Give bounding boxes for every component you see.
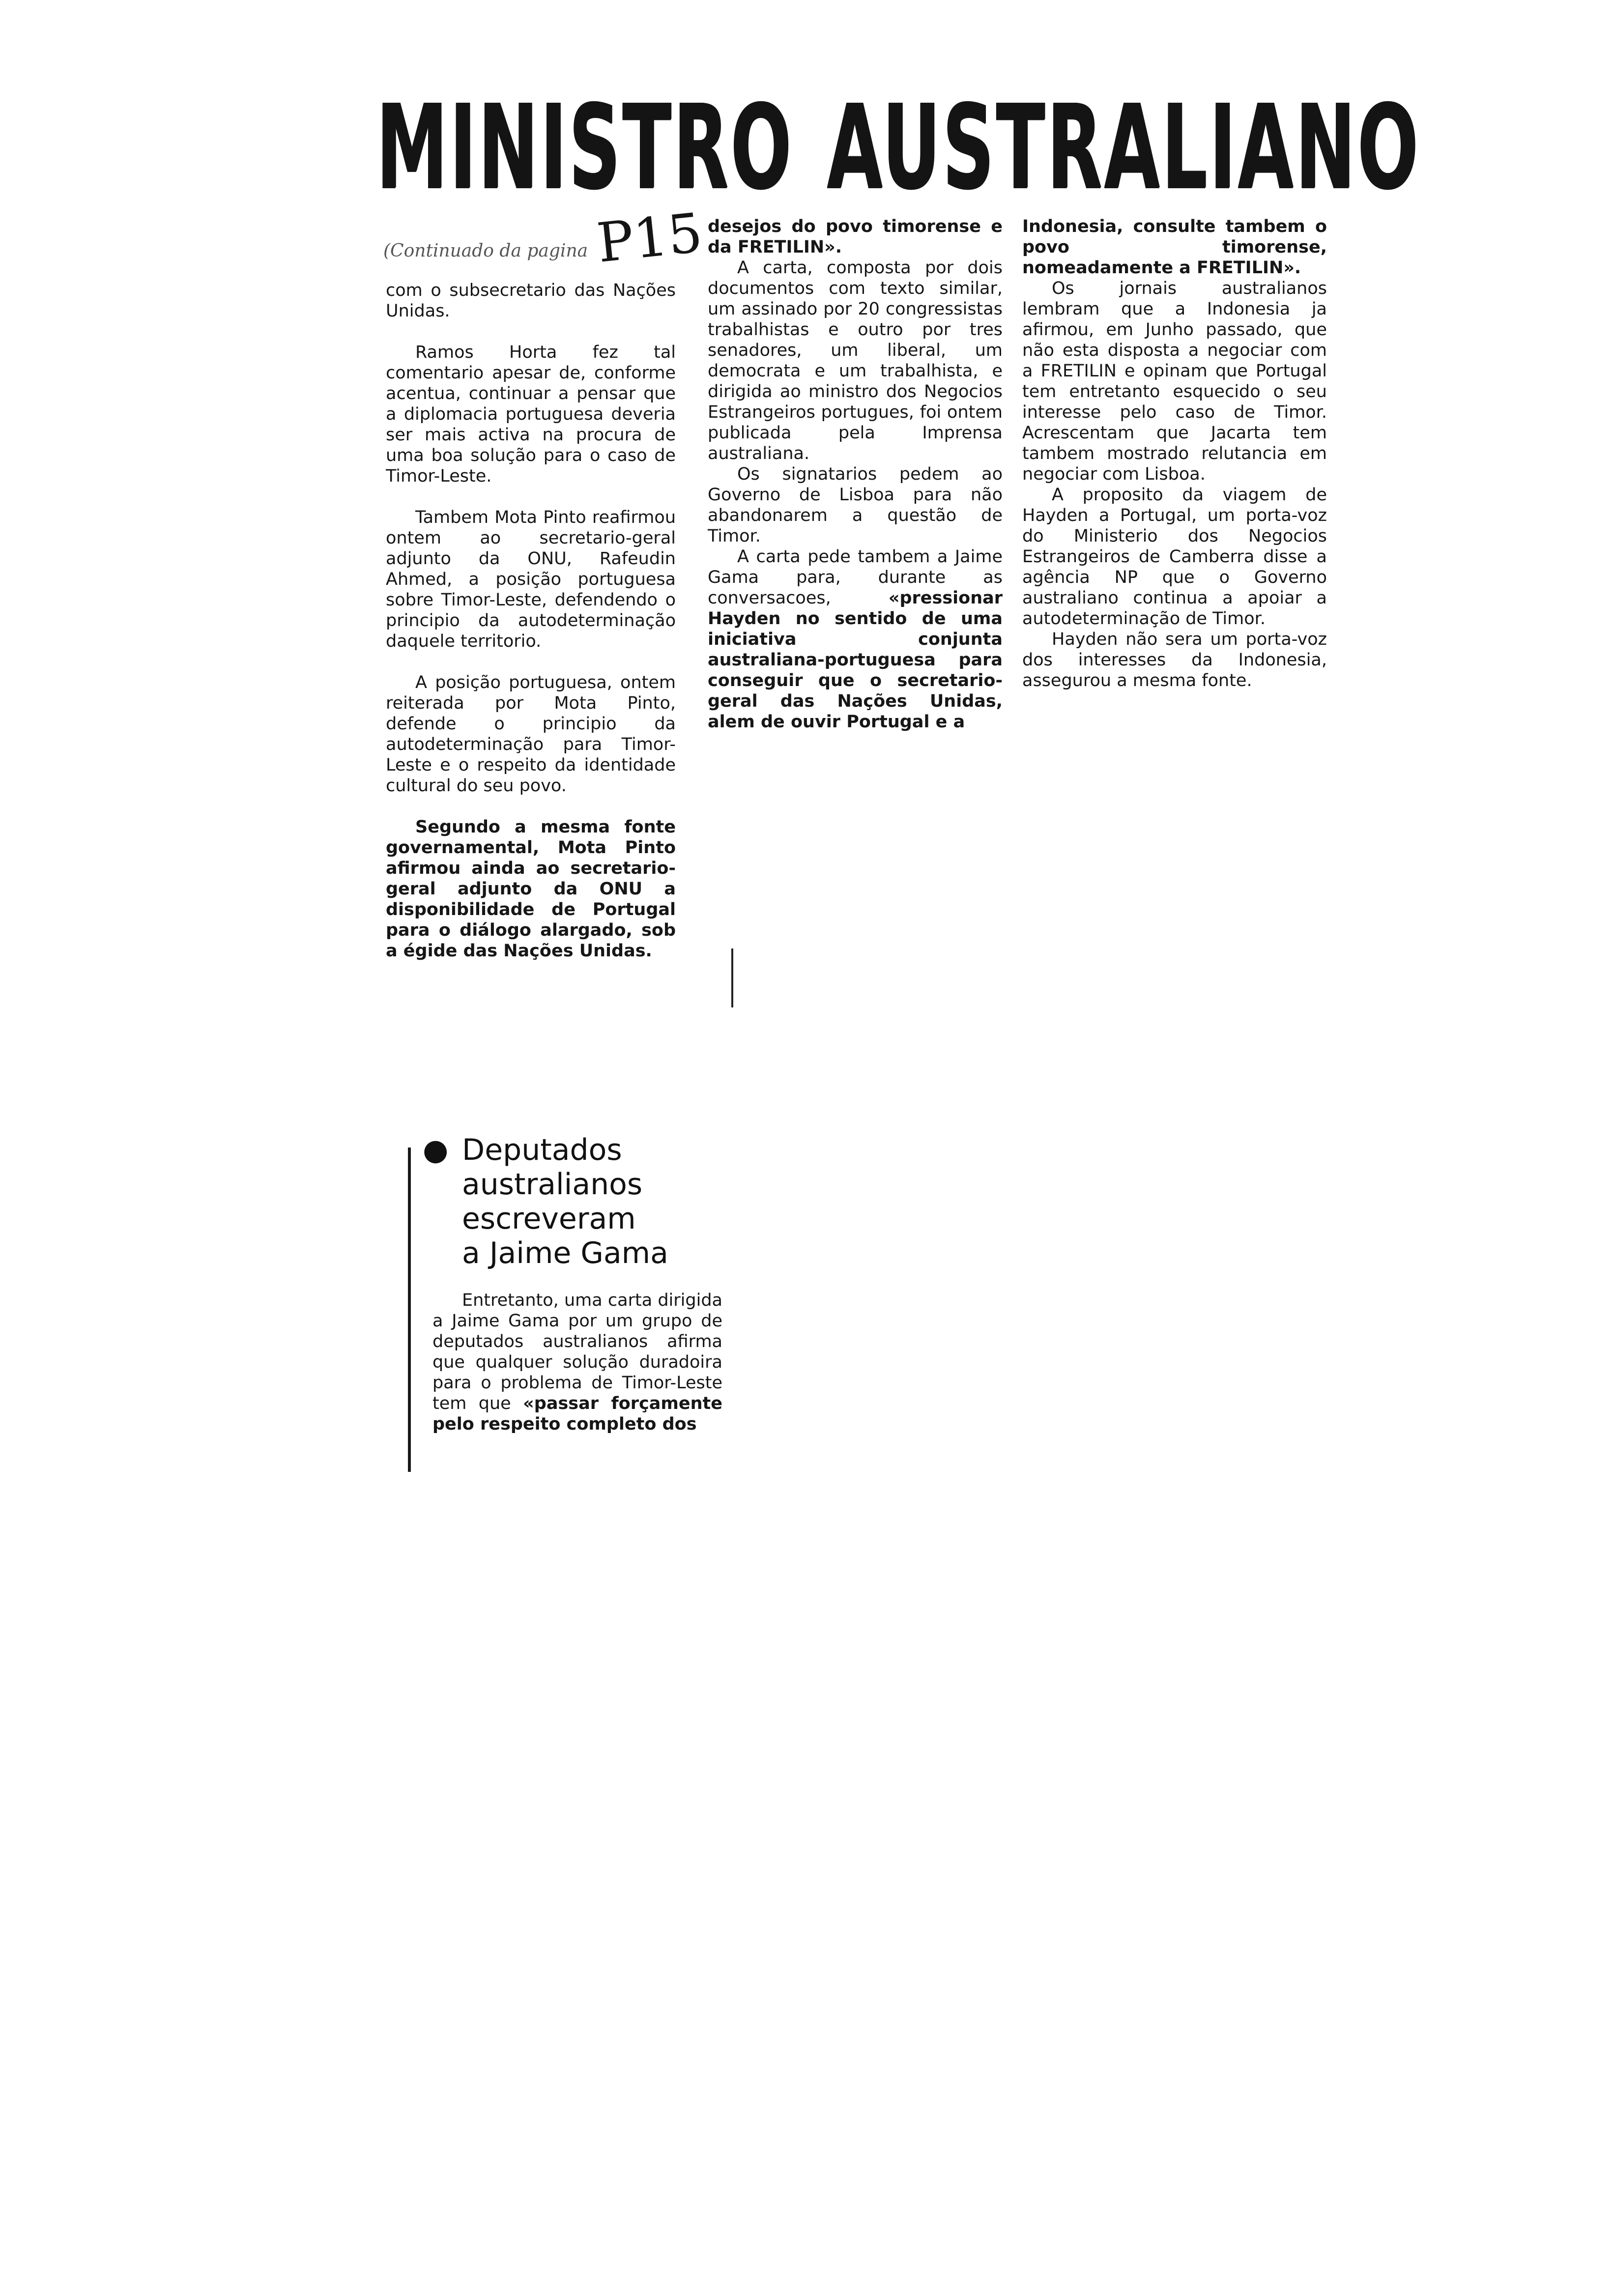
paragraph: Ramos Horta fez tal comentario apesar de, conforme acentua, continuar a pensar que a diplomacia portuguesa deveria ser mais activa na procura de uma boa solução para o caso de Timor-Leste. <box>386 343 676 486</box>
paragraph <box>432 1290 722 1435</box>
subsection-title-line: escreveram <box>462 1202 636 1236</box>
paragraph-plain: Entretanto, uma carta dirigida a Jaime Gama por um grupo de deputados australianos afirma que qualquer solução duradoira para o problema de Timor-Leste tem que <box>432 1291 722 1413</box>
paragraph: Indonesia, consulte tambem o povo timorense, nomeadamente a FRETILIN». <box>1022 217 1327 278</box>
paragraph: desejos do povo timorense e da FRETILIN». <box>708 217 1003 257</box>
subsection-title-line: Deputados <box>462 1133 622 1167</box>
subsection-title-line: australianos <box>462 1167 643 1202</box>
headline-word-1: MINISTRO <box>376 80 793 215</box>
subhead-side-bar <box>408 1148 411 1472</box>
paragraph-bold: «passar forçamente pelo respeito completo dos <box>432 1394 722 1434</box>
article-column-1 <box>386 280 676 961</box>
paragraph: Tambem Mota Pinto reafirmou ontem ao secretario-geral adjunto da ONU, Rafeudin Ahmed, a posição portuguesa sobre Timor-Leste, defendendo o principio da autodeterminação daquele territorio. <box>386 508 676 651</box>
subsection-heading <box>423 1133 727 1270</box>
headline-word-2: AUSTRALIANO <box>827 80 1420 215</box>
paragraph <box>708 546 1003 732</box>
subsection-title-line: a Jaime Gama <box>462 1236 668 1270</box>
headline <box>376 80 1420 215</box>
paragraph: A proposito da viagem de Hayden a Portugal, um porta-voz do Ministerio dos Negocios Estrangeiros de Camberra disse a agência NP que o Governo australiano continua a apoiar a autodeterminação de Timor. <box>1022 485 1327 629</box>
paragraph: A posição portuguesa, ontem reiterada por Mota Pinto, defende o principio da autodeterminação para Timor-Leste e o respeito da identidade cultural do seu povo. <box>386 673 676 796</box>
paragraph: com o subsecretario das Nações Unidas. <box>386 281 676 321</box>
continuation-note: (Continuado da pagina <box>383 241 588 261</box>
paragraph-plain: A carta pede tambem a Jaime Gama para, durante as conversacoes, <box>708 547 1003 608</box>
paragraph-bold: «pressionar Hayden no sentido de uma iniciativa conjunta australiana-portuguesa para conseguir que o secretario-geral das Nações Unidas, alem de ouvir Portugal e a <box>708 588 1003 732</box>
paragraph: A carta, composta por dois documentos com texto similar, um assinado por 20 congressistas trabalhistas e outro por tres senadores, um liberal, um democrata e um trabalhista, e dirigida ao ministro dos Negocios Estrangeiros portugues, foi ontem publicada pela Imprensa australiana. <box>708 258 1003 463</box>
bullet-icon: ● <box>423 1133 449 1167</box>
article-column-3 <box>1022 216 1327 691</box>
paragraph: Segundo a mesma fonte governamental, Mota Pinto afirmou ainda ao secretario-geral adjunto da ONU a disponibilidade de Portugal para o diálogo alargado, sob a égide das Nações Unidas. <box>386 817 676 961</box>
subsection-body <box>432 1290 722 1435</box>
paragraph: Os jornais australianos lembram que a Indonesia ja afirmou, em Junho passado, que não esta disposta a negociar com a FRETILIN e opinam que Portugal tem entretanto esquecido o seu interesse pelo caso de Timor. Acrescentam que Jacarta tem tambem mostrado relutancia em negociar com Lisboa. <box>1022 279 1327 484</box>
column-rule <box>731 948 733 1007</box>
article-column-2 <box>708 216 1003 732</box>
paragraph: Hayden não sera um porta-voz dos interesses da Indonesia, assegurou a mesma fonte. <box>1022 630 1327 690</box>
paragraph: Os signatarios pedem ao Governo de Lisboa para não abandonarem a questão de Timor. <box>708 464 1003 546</box>
handwritten-mark: P15 <box>594 201 706 275</box>
